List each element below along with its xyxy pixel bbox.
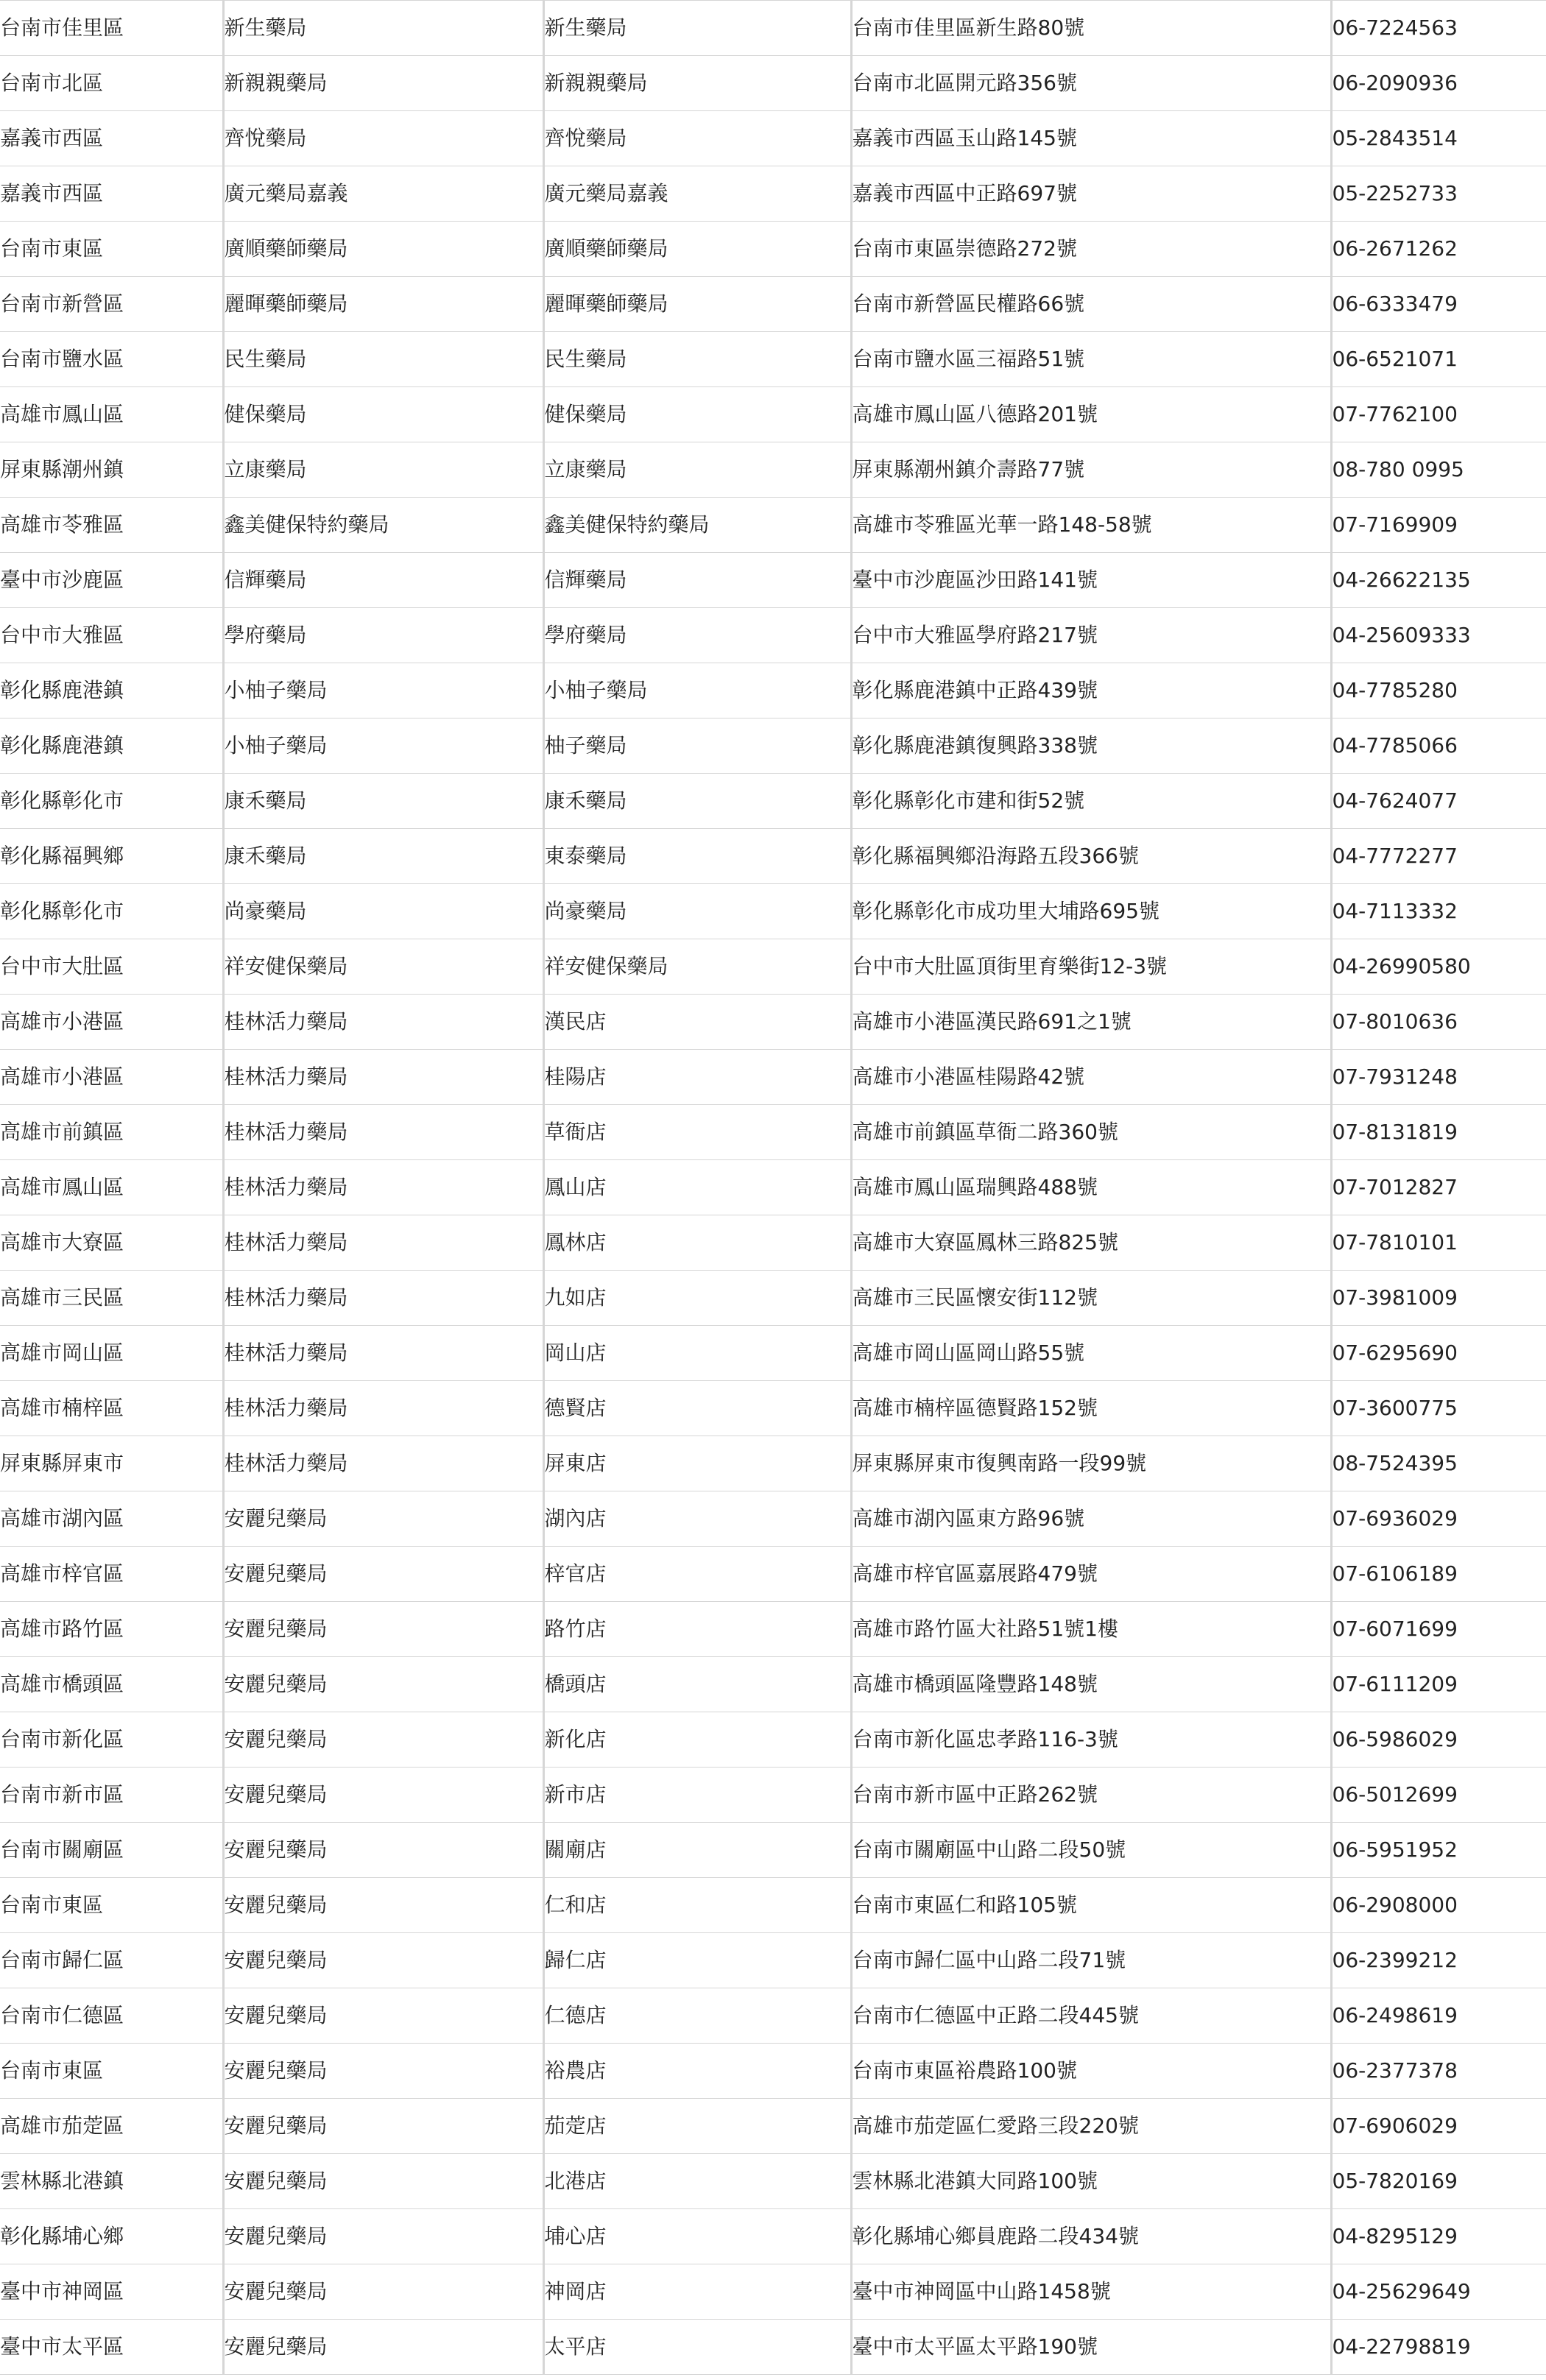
table-row <box>0 1712 1546 1768</box>
chain-name-cell: 廣元藥局嘉義 <box>223 166 543 222</box>
phone-cell: 07-7931248 <box>1331 1050 1546 1105</box>
area-cell: 高雄市三民區 <box>0 1271 223 1326</box>
table-row <box>0 222 1546 277</box>
store-name-cell: 歸仁店 <box>543 1933 851 1988</box>
chain-name-cell: 新生藥局 <box>223 1 543 56</box>
table-row <box>0 663 1546 718</box>
chain-name-cell: 康禾藥局 <box>223 774 543 829</box>
phone-cell: 07-6936029 <box>1331 1491 1546 1547</box>
area-cell: 高雄市茄萣區 <box>0 2099 223 2154</box>
store-name-cell: 橋頭店 <box>543 1657 851 1712</box>
address-cell: 高雄市橋頭區隆豐路148號 <box>851 1657 1331 1712</box>
phone-cell: 07-3600775 <box>1331 1381 1546 1436</box>
table-body <box>0 1 1546 2375</box>
table-row <box>0 995 1546 1050</box>
address-cell: 高雄市小港區桂陽路42號 <box>851 1050 1331 1105</box>
store-name-cell: 民生藥局 <box>543 332 851 387</box>
address-cell: 台南市新化區忠孝路116-3號 <box>851 1712 1331 1768</box>
phone-cell: 04-7785066 <box>1331 718 1546 774</box>
area-cell: 雲林縣北港鎮 <box>0 2154 223 2209</box>
store-name-cell: 麗暉藥師藥局 <box>543 277 851 332</box>
area-cell: 高雄市苓雅區 <box>0 498 223 553</box>
phone-cell: 06-2671262 <box>1331 222 1546 277</box>
phone-cell: 06-5986029 <box>1331 1712 1546 1768</box>
address-cell: 高雄市小港區漢民路691之1號 <box>851 995 1331 1050</box>
table-row <box>0 1657 1546 1712</box>
phone-cell: 05-2843514 <box>1331 111 1546 166</box>
area-cell: 台南市佳里區 <box>0 1 223 56</box>
table-row <box>0 1271 1546 1326</box>
table-row <box>0 1491 1546 1547</box>
address-cell: 台中市大雅區學府路217號 <box>851 608 1331 663</box>
table-row <box>0 2320 1546 2375</box>
store-name-cell: 鳳山店 <box>543 1160 851 1215</box>
chain-name-cell: 安麗兒藥局 <box>223 1657 543 1712</box>
address-cell: 高雄市苓雅區光華一路148-58號 <box>851 498 1331 553</box>
table-row <box>0 884 1546 939</box>
chain-name-cell: 安麗兒藥局 <box>223 1491 543 1547</box>
area-cell: 高雄市鳳山區 <box>0 387 223 442</box>
chain-name-cell: 安麗兒藥局 <box>223 1547 543 1602</box>
area-cell: 彰化縣埔心鄉 <box>0 2209 223 2264</box>
table-row <box>0 1326 1546 1381</box>
address-cell: 高雄市路竹區大社路51號1樓 <box>851 1602 1331 1657</box>
address-cell: 嘉義市西區玉山路145號 <box>851 111 1331 166</box>
area-cell: 臺中市太平區 <box>0 2320 223 2375</box>
chain-name-cell: 安麗兒藥局 <box>223 1878 543 1933</box>
chain-name-cell: 安麗兒藥局 <box>223 2320 543 2375</box>
phone-cell: 04-7785280 <box>1331 663 1546 718</box>
phone-cell: 07-6071699 <box>1331 1602 1546 1657</box>
phone-cell: 06-2498619 <box>1331 1988 1546 2044</box>
area-cell: 高雄市小港區 <box>0 1050 223 1105</box>
phone-cell: 06-5012699 <box>1331 1768 1546 1823</box>
address-cell: 彰化縣鹿港鎮中正路439號 <box>851 663 1331 718</box>
phone-cell: 07-6106189 <box>1331 1547 1546 1602</box>
chain-name-cell: 鑫美健保特約藥局 <box>223 498 543 553</box>
store-name-cell: 湖內店 <box>543 1491 851 1547</box>
chain-name-cell: 麗暉藥師藥局 <box>223 277 543 332</box>
area-cell: 屏東縣潮州鎮 <box>0 442 223 498</box>
address-cell: 台南市東區崇德路272號 <box>851 222 1331 277</box>
address-cell: 台南市新市區中正路262號 <box>851 1768 1331 1823</box>
table-row <box>0 56 1546 111</box>
chain-name-cell: 新親親藥局 <box>223 56 543 111</box>
store-name-cell: 關廟店 <box>543 1823 851 1878</box>
area-cell: 高雄市橋頭區 <box>0 1657 223 1712</box>
address-cell: 台南市歸仁區中山路二段71號 <box>851 1933 1331 1988</box>
area-cell: 臺中市沙鹿區 <box>0 553 223 608</box>
address-cell: 臺中市沙鹿區沙田路141號 <box>851 553 1331 608</box>
phone-cell: 07-8010636 <box>1331 995 1546 1050</box>
phone-cell: 05-2252733 <box>1331 166 1546 222</box>
area-cell: 屏東縣屏東市 <box>0 1436 223 1491</box>
store-name-cell: 梓官店 <box>543 1547 851 1602</box>
chain-name-cell: 桂林活力藥局 <box>223 1050 543 1105</box>
area-cell: 台南市東區 <box>0 222 223 277</box>
address-cell: 台南市佳里區新生路80號 <box>851 1 1331 56</box>
phone-cell: 04-22798819 <box>1331 2320 1546 2375</box>
phone-cell: 04-26990580 <box>1331 939 1546 995</box>
store-name-cell: 祥安健保藥局 <box>543 939 851 995</box>
table-row <box>0 718 1546 774</box>
store-name-cell: 茄萣店 <box>543 2099 851 2154</box>
chain-name-cell: 桂林活力藥局 <box>223 1326 543 1381</box>
table-row <box>0 387 1546 442</box>
store-name-cell: 仁和店 <box>543 1878 851 1933</box>
table-row <box>0 553 1546 608</box>
area-cell: 高雄市湖內區 <box>0 1491 223 1547</box>
table-row <box>0 1823 1546 1878</box>
phone-cell: 04-26622135 <box>1331 553 1546 608</box>
phone-cell: 04-7772277 <box>1331 829 1546 884</box>
address-cell: 彰化縣福興鄉沿海路五段366號 <box>851 829 1331 884</box>
store-name-cell: 廣順藥師藥局 <box>543 222 851 277</box>
store-name-cell: 仁德店 <box>543 1988 851 2044</box>
phone-cell: 07-7810101 <box>1331 1215 1546 1271</box>
area-cell: 彰化縣彰化市 <box>0 774 223 829</box>
table-row <box>0 774 1546 829</box>
table-row <box>0 1 1546 56</box>
chain-name-cell: 健保藥局 <box>223 387 543 442</box>
chain-name-cell: 安麗兒藥局 <box>223 1602 543 1657</box>
phone-cell: 04-7624077 <box>1331 774 1546 829</box>
table-row <box>0 498 1546 553</box>
address-cell: 台南市仁德區中正路二段445號 <box>851 1988 1331 2044</box>
address-cell: 台中市大肚區頂街里育樂街12-3號 <box>851 939 1331 995</box>
address-cell: 臺中市神岡區中山路1458號 <box>851 2264 1331 2320</box>
store-name-cell: 德賢店 <box>543 1381 851 1436</box>
table-row <box>0 442 1546 498</box>
phone-cell: 04-25609333 <box>1331 608 1546 663</box>
phone-cell: 04-8295129 <box>1331 2209 1546 2264</box>
area-cell: 台南市關廟區 <box>0 1823 223 1878</box>
store-name-cell: 新親親藥局 <box>543 56 851 111</box>
address-cell: 臺中市太平區太平路190號 <box>851 2320 1331 2375</box>
store-name-cell: 漢民店 <box>543 995 851 1050</box>
table-row <box>0 1436 1546 1491</box>
area-cell: 台南市北區 <box>0 56 223 111</box>
store-name-cell: 鑫美健保特約藥局 <box>543 498 851 553</box>
store-name-cell: 裕農店 <box>543 2044 851 2099</box>
store-name-cell: 屏東店 <box>543 1436 851 1491</box>
address-cell: 台南市北區開元路356號 <box>851 56 1331 111</box>
area-cell: 嘉義市西區 <box>0 166 223 222</box>
area-cell: 高雄市鳳山區 <box>0 1160 223 1215</box>
table-row <box>0 166 1546 222</box>
chain-name-cell: 安麗兒藥局 <box>223 1768 543 1823</box>
address-cell: 高雄市茄萣區仁愛路三段220號 <box>851 2099 1331 2154</box>
store-name-cell: 康禾藥局 <box>543 774 851 829</box>
table-row <box>0 829 1546 884</box>
area-cell: 台南市新化區 <box>0 1712 223 1768</box>
address-cell: 高雄市楠梓區德賢路152號 <box>851 1381 1331 1436</box>
address-cell: 彰化縣埔心鄉員鹿路二段434號 <box>851 2209 1331 2264</box>
store-name-cell: 九如店 <box>543 1271 851 1326</box>
store-name-cell: 新生藥局 <box>543 1 851 56</box>
store-name-cell: 新化店 <box>543 1712 851 1768</box>
address-cell: 高雄市前鎮區草衙二路360號 <box>851 1105 1331 1160</box>
address-cell: 高雄市湖內區東方路96號 <box>851 1491 1331 1547</box>
address-cell: 彰化縣鹿港鎮復興路338號 <box>851 718 1331 774</box>
address-cell: 高雄市鳳山區瑞興路488號 <box>851 1160 1331 1215</box>
phone-cell: 05-7820169 <box>1331 2154 1546 2209</box>
chain-name-cell: 廣順藥師藥局 <box>223 222 543 277</box>
area-cell: 台中市大肚區 <box>0 939 223 995</box>
table-row <box>0 1381 1546 1436</box>
store-name-cell: 廣元藥局嘉義 <box>543 166 851 222</box>
phone-cell: 04-7113332 <box>1331 884 1546 939</box>
table-row <box>0 1768 1546 1823</box>
address-cell: 台南市關廟區中山路二段50號 <box>851 1823 1331 1878</box>
store-name-cell: 東泰藥局 <box>543 829 851 884</box>
address-cell: 彰化縣彰化市成功里大埔路695號 <box>851 884 1331 939</box>
area-cell: 高雄市大寮區 <box>0 1215 223 1271</box>
chain-name-cell: 康禾藥局 <box>223 829 543 884</box>
chain-name-cell: 安麗兒藥局 <box>223 1988 543 2044</box>
area-cell: 台南市新市區 <box>0 1768 223 1823</box>
chain-name-cell: 祥安健保藥局 <box>223 939 543 995</box>
address-cell: 彰化縣彰化市建和街52號 <box>851 774 1331 829</box>
chain-name-cell: 學府藥局 <box>223 608 543 663</box>
area-cell: 彰化縣福興鄉 <box>0 829 223 884</box>
store-name-cell: 齊悅藥局 <box>543 111 851 166</box>
address-cell: 高雄市梓官區嘉展路479號 <box>851 1547 1331 1602</box>
area-cell: 高雄市路竹區 <box>0 1602 223 1657</box>
address-cell: 台南市東區仁和路105號 <box>851 1878 1331 1933</box>
area-cell: 高雄市梓官區 <box>0 1547 223 1602</box>
store-name-cell: 桂陽店 <box>543 1050 851 1105</box>
phone-cell: 06-2908000 <box>1331 1878 1546 1933</box>
table-row <box>0 1160 1546 1215</box>
phone-cell: 08-780 0995 <box>1331 442 1546 498</box>
chain-name-cell: 安麗兒藥局 <box>223 2099 543 2154</box>
area-cell: 台南市仁德區 <box>0 1988 223 2044</box>
store-name-cell: 埔心店 <box>543 2209 851 2264</box>
address-cell: 高雄市鳳山區八德路201號 <box>851 387 1331 442</box>
store-name-cell: 神岡店 <box>543 2264 851 2320</box>
phone-cell: 06-6333479 <box>1331 277 1546 332</box>
table-row <box>0 332 1546 387</box>
area-cell: 臺中市神岡區 <box>0 2264 223 2320</box>
table-row <box>0 2264 1546 2320</box>
table-row <box>0 1988 1546 2044</box>
area-cell: 彰化縣彰化市 <box>0 884 223 939</box>
table-row <box>0 608 1546 663</box>
store-name-cell: 健保藥局 <box>543 387 851 442</box>
table-row <box>0 939 1546 995</box>
address-cell: 台南市新營區民權路66號 <box>851 277 1331 332</box>
address-cell: 雲林縣北港鎮大同路100號 <box>851 2154 1331 2209</box>
chain-name-cell: 桂林活力藥局 <box>223 1105 543 1160</box>
table-row <box>0 1105 1546 1160</box>
address-cell: 高雄市大寮區鳳林三路825號 <box>851 1215 1331 1271</box>
chain-name-cell: 齊悅藥局 <box>223 111 543 166</box>
store-name-cell: 小柚子藥局 <box>543 663 851 718</box>
phone-cell: 07-6295690 <box>1331 1326 1546 1381</box>
chain-name-cell: 小柚子藥局 <box>223 718 543 774</box>
table-row <box>0 1602 1546 1657</box>
address-cell: 屏東縣屏東市復興南路一段99號 <box>851 1436 1331 1491</box>
area-cell: 台南市新營區 <box>0 277 223 332</box>
store-name-cell: 草衙店 <box>543 1105 851 1160</box>
chain-name-cell: 桂林活力藥局 <box>223 1381 543 1436</box>
table-row <box>0 1050 1546 1105</box>
chain-name-cell: 尚豪藥局 <box>223 884 543 939</box>
chain-name-cell: 桂林活力藥局 <box>223 1271 543 1326</box>
chain-name-cell: 桂林活力藥局 <box>223 1215 543 1271</box>
store-name-cell: 北港店 <box>543 2154 851 2209</box>
chain-name-cell: 安麗兒藥局 <box>223 1823 543 1878</box>
area-cell: 彰化縣鹿港鎮 <box>0 663 223 718</box>
table-row <box>0 2099 1546 2154</box>
address-cell: 台南市東區裕農路100號 <box>851 2044 1331 2099</box>
store-name-cell: 學府藥局 <box>543 608 851 663</box>
address-cell: 屏東縣潮州鎮介壽路77號 <box>851 442 1331 498</box>
phone-cell: 07-7012827 <box>1331 1160 1546 1215</box>
area-cell: 高雄市小港區 <box>0 995 223 1050</box>
phone-cell: 07-7169909 <box>1331 498 1546 553</box>
chain-name-cell: 安麗兒藥局 <box>223 2264 543 2320</box>
table-row <box>0 2209 1546 2264</box>
address-cell: 台南市鹽水區三福路51號 <box>851 332 1331 387</box>
table-row <box>0 111 1546 166</box>
chain-name-cell: 安麗兒藥局 <box>223 2154 543 2209</box>
area-cell: 彰化縣鹿港鎮 <box>0 718 223 774</box>
phone-cell: 07-8131819 <box>1331 1105 1546 1160</box>
store-name-cell: 立康藥局 <box>543 442 851 498</box>
area-cell: 台中市大雅區 <box>0 608 223 663</box>
address-cell: 高雄市岡山區岡山路55號 <box>851 1326 1331 1381</box>
address-cell: 高雄市三民區懷安街112號 <box>851 1271 1331 1326</box>
store-name-cell: 路竹店 <box>543 1602 851 1657</box>
table-row <box>0 2044 1546 2099</box>
chain-name-cell: 安麗兒藥局 <box>223 2044 543 2099</box>
store-name-cell: 岡山店 <box>543 1326 851 1381</box>
phone-cell: 04-25629649 <box>1331 2264 1546 2320</box>
table-row <box>0 277 1546 332</box>
store-name-cell: 太平店 <box>543 2320 851 2375</box>
chain-name-cell: 安麗兒藥局 <box>223 2209 543 2264</box>
area-cell: 高雄市岡山區 <box>0 1326 223 1381</box>
table-row <box>0 1933 1546 1988</box>
area-cell: 台南市東區 <box>0 1878 223 1933</box>
area-cell: 台南市東區 <box>0 2044 223 2099</box>
chain-name-cell: 信輝藥局 <box>223 553 543 608</box>
phone-cell: 08-7524395 <box>1331 1436 1546 1491</box>
chain-name-cell: 民生藥局 <box>223 332 543 387</box>
chain-name-cell: 安麗兒藥局 <box>223 1712 543 1768</box>
phone-cell: 07-6906029 <box>1331 2099 1546 2154</box>
phone-cell: 07-7762100 <box>1331 387 1546 442</box>
phone-cell: 06-5951952 <box>1331 1823 1546 1878</box>
address-cell: 嘉義市西區中正路697號 <box>851 166 1331 222</box>
area-cell: 高雄市楠梓區 <box>0 1381 223 1436</box>
chain-name-cell: 安麗兒藥局 <box>223 1933 543 1988</box>
phone-cell: 06-6521071 <box>1331 332 1546 387</box>
phone-cell: 06-2090936 <box>1331 56 1546 111</box>
phone-cell: 06-7224563 <box>1331 1 1546 56</box>
chain-name-cell: 立康藥局 <box>223 442 543 498</box>
chain-name-cell: 小柚子藥局 <box>223 663 543 718</box>
area-cell: 台南市歸仁區 <box>0 1933 223 1988</box>
table-row <box>0 1215 1546 1271</box>
store-name-cell: 新市店 <box>543 1768 851 1823</box>
phone-cell: 06-2399212 <box>1331 1933 1546 1988</box>
table-row <box>0 1878 1546 1933</box>
phone-cell: 06-2377378 <box>1331 2044 1546 2099</box>
store-name-cell: 信輝藥局 <box>543 553 851 608</box>
table-row <box>0 1547 1546 1602</box>
chain-name-cell: 桂林活力藥局 <box>223 1436 543 1491</box>
area-cell: 台南市鹽水區 <box>0 332 223 387</box>
area-cell: 嘉義市西區 <box>0 111 223 166</box>
table-row <box>0 2154 1546 2209</box>
chain-name-cell: 桂林活力藥局 <box>223 995 543 1050</box>
store-name-cell: 鳳林店 <box>543 1215 851 1271</box>
chain-name-cell: 桂林活力藥局 <box>223 1160 543 1215</box>
area-cell: 高雄市前鎮區 <box>0 1105 223 1160</box>
store-name-cell: 尚豪藥局 <box>543 884 851 939</box>
phone-cell: 07-6111209 <box>1331 1657 1546 1712</box>
phone-cell: 07-3981009 <box>1331 1271 1546 1326</box>
store-name-cell: 柚子藥局 <box>543 718 851 774</box>
